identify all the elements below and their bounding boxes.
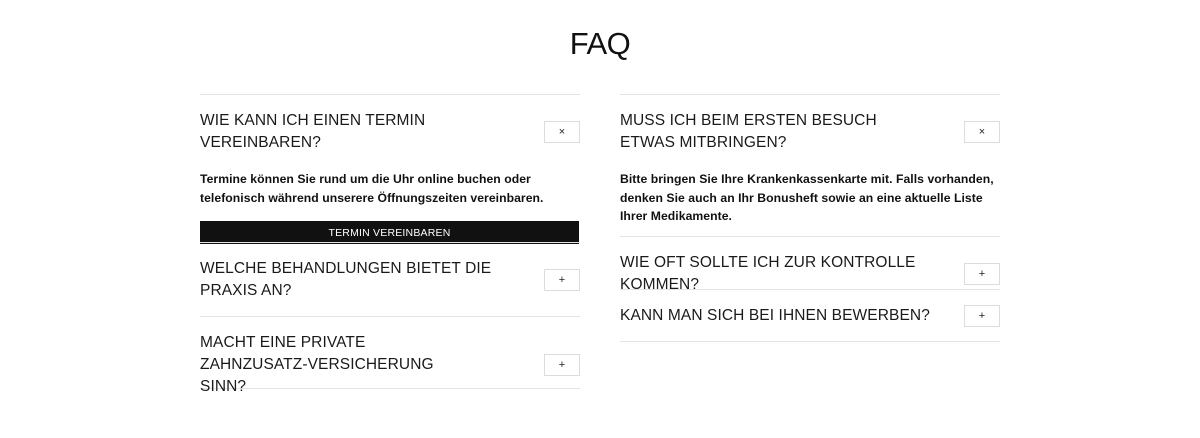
faq-question[interactable]: MUSS ICH BEIM ERSTEN BESUCH ETWAS MITBRINGEN? (620, 112, 877, 151)
collapse-button[interactable]: × (964, 121, 1000, 143)
faq-question-row[interactable] (200, 243, 580, 302)
faq-question-row[interactable] (620, 237, 1000, 296)
collapse-button[interactable]: × (544, 121, 580, 143)
faq-question-row[interactable] (200, 317, 580, 398)
faq-item-termin (200, 94, 580, 242)
faq-answer: Bitte bringen Sie Ihre Krankenkassenkarte mit. Falls vorhanden, denken Sie auch an Ihr Bonusheft sowie an eine aktuelle Liste Ihrer Medikamente. (620, 172, 994, 223)
expand-button[interactable]: + (544, 354, 580, 376)
expand-button[interactable]: + (964, 305, 1000, 327)
expand-button[interactable]: + (544, 269, 580, 291)
expand-button[interactable]: + (964, 263, 1000, 285)
faq-question[interactable]: MACHT EINE PRIVATE ZAHNZUSATZ-VERSICHERUNG SINN? (200, 334, 434, 395)
faq-question[interactable]: KANN MAN SICH BEI IHNEN BEWERBEN? (620, 307, 930, 324)
faq-answer: Termine können Sie rund um die Uhr online buchen oder telefonisch während unserere Öffnungszeiten vereinbaren. (200, 172, 544, 205)
faq-question-row[interactable] (620, 95, 1000, 154)
faq-question[interactable]: WIE KANN ICH EINEN TERMIN VEREINBAREN? (200, 112, 426, 151)
termin-vereinbaren-button[interactable]: TERMIN VEREINBAREN (200, 221, 579, 244)
faq-item-kontrolle (620, 236, 1000, 293)
faq-column-right (620, 94, 1000, 342)
faq-question-row[interactable] (200, 95, 580, 154)
faq-item-bewerben (620, 289, 1000, 342)
faq-question[interactable]: WIE OFT SOLLTE ICH ZUR KONTROLLE KOMMEN? (620, 254, 916, 293)
faq-item-zahnzusatz (200, 316, 580, 395)
faq-question[interactable]: WELCHE BEHANDLUNGEN BIETET DIE PRAXIS AN? (200, 260, 492, 299)
faq-item-behandlungen (200, 242, 580, 316)
page-title: FAQ (569, 26, 631, 61)
faq-column-left (200, 94, 580, 395)
faq-item-erster-besuch (620, 94, 1000, 236)
faq-question-row[interactable] (620, 290, 1000, 327)
